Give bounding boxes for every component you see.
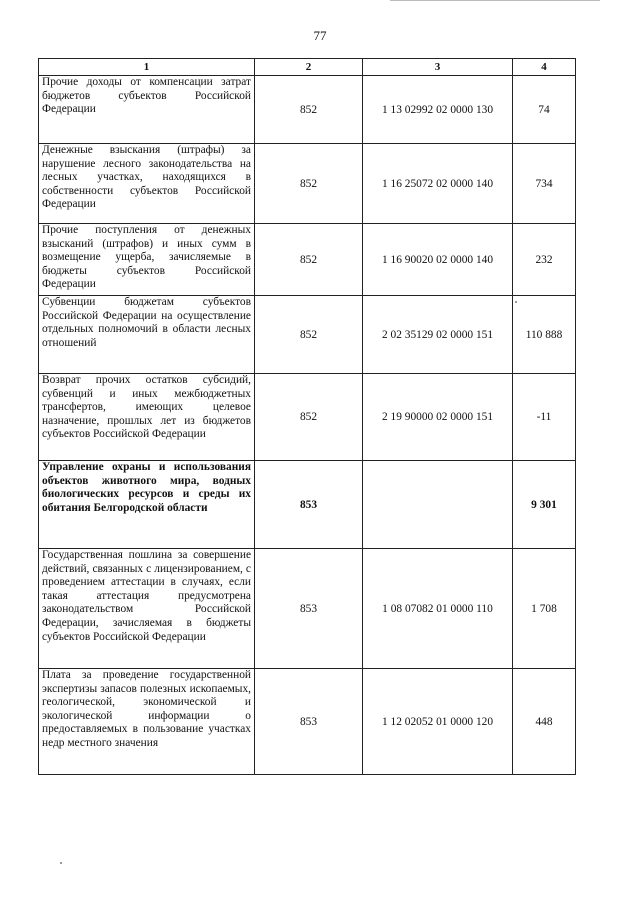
- row-amount-cell: 1 708: [513, 549, 576, 669]
- row-budget-code-cell: 1 12 02052 01 0000 120: [363, 669, 513, 775]
- row-budget-code-cell: 1 16 25072 02 0000 140: [363, 144, 513, 224]
- table-row: [39, 224, 576, 296]
- revenue-table: [38, 58, 576, 775]
- row-amount-cell: 232: [513, 224, 576, 296]
- row-name-cell: Возврат прочих остатков субсидий, субвенций и иных межбюджетных трансфертов, имеющих целевое назначение, прошлых лет из бюджетов субъектов Российской Федерации: [39, 374, 255, 461]
- scan-speck: [60, 862, 62, 864]
- table-row: [39, 549, 576, 669]
- row-admin-code-cell: 852: [255, 144, 363, 224]
- row-name-cell: Прочие поступления от денежных взысканий (штрафов) и иных сумм в возмещение ущерба, зачисляемые в бюджеты субъектов Российской Федерации: [39, 224, 255, 296]
- row-admin-code-cell: 853: [255, 669, 363, 775]
- page-number: 77: [313, 28, 327, 43]
- row-budget-code-cell: 2 02 35129 02 0000 151: [363, 296, 513, 374]
- top-edge-rule: [390, 0, 600, 1]
- row-amount-cell: 9 301: [513, 461, 576, 549]
- table-row: [39, 76, 576, 144]
- table-row: [39, 374, 576, 461]
- row-name-cell: Прочие доходы от компенсации затрат бюджетов субъектов Российской Федерации: [39, 76, 255, 144]
- row-amount-cell: 734: [513, 144, 576, 224]
- row-budget-code-cell: [363, 461, 513, 549]
- table-header-row: [39, 59, 576, 76]
- row-name-cell: Плата за проведение государственной экспертизы запасов полезных ископаемых, геологической, экономической и экологической информации о предоставляемых в пользование участках недр местного значения: [39, 669, 255, 775]
- row-name-cell: Государственная пошлина за совершение действий, связанных с лицензированием, с проведением аттестации в случаях, если такая аттестация предусмотрена законодательством Российской Федерации, зачисляемая в бюджеты субъектов Российской Федерации: [39, 549, 255, 669]
- row-name-cell: Субвенции бюджетам субъектов Российской Федерации на осуществление отдельных полномочий в области лесных отношений: [39, 296, 255, 374]
- row-admin-code-cell: 853: [255, 549, 363, 669]
- row-amount-cell: 448: [513, 669, 576, 775]
- table-row: [39, 669, 576, 775]
- table-row: [39, 144, 576, 224]
- table-row: [39, 461, 576, 549]
- header-col-2: 2: [255, 59, 363, 76]
- row-amount-cell: 74: [513, 76, 576, 144]
- row-admin-code-cell: 852: [255, 374, 363, 461]
- row-name-cell: Денежные взыскания (штрафы) за нарушение лесного законодательства на лесных участках, находящихся в собственности субъектов Российской Федерации: [39, 144, 255, 224]
- row-admin-code-cell: 852: [255, 224, 363, 296]
- header-col-1: 1: [39, 59, 255, 76]
- header-col-4: 4: [513, 59, 576, 76]
- row-amount-cell: -11: [513, 374, 576, 461]
- row-budget-code-cell: 1 13 02992 02 0000 130: [363, 76, 513, 144]
- row-budget-code-cell: 2 19 90000 02 0000 151: [363, 374, 513, 461]
- row-admin-code-cell: 852: [255, 76, 363, 144]
- header-col-3: 3: [363, 59, 513, 76]
- table-row: [39, 296, 576, 374]
- scan-speck: [515, 301, 517, 303]
- row-name-cell: Управление охраны и использования объектов животного мира, водных биологических ресурсов и среды их обитания Белгородской области: [39, 461, 255, 549]
- row-admin-code-cell: 853: [255, 461, 363, 549]
- row-budget-code-cell: 1 16 90020 02 0000 140: [363, 224, 513, 296]
- row-admin-code-cell: 852: [255, 296, 363, 374]
- row-amount-cell: 110 888: [513, 296, 576, 374]
- row-budget-code-cell: 1 08 07082 01 0000 110: [363, 549, 513, 669]
